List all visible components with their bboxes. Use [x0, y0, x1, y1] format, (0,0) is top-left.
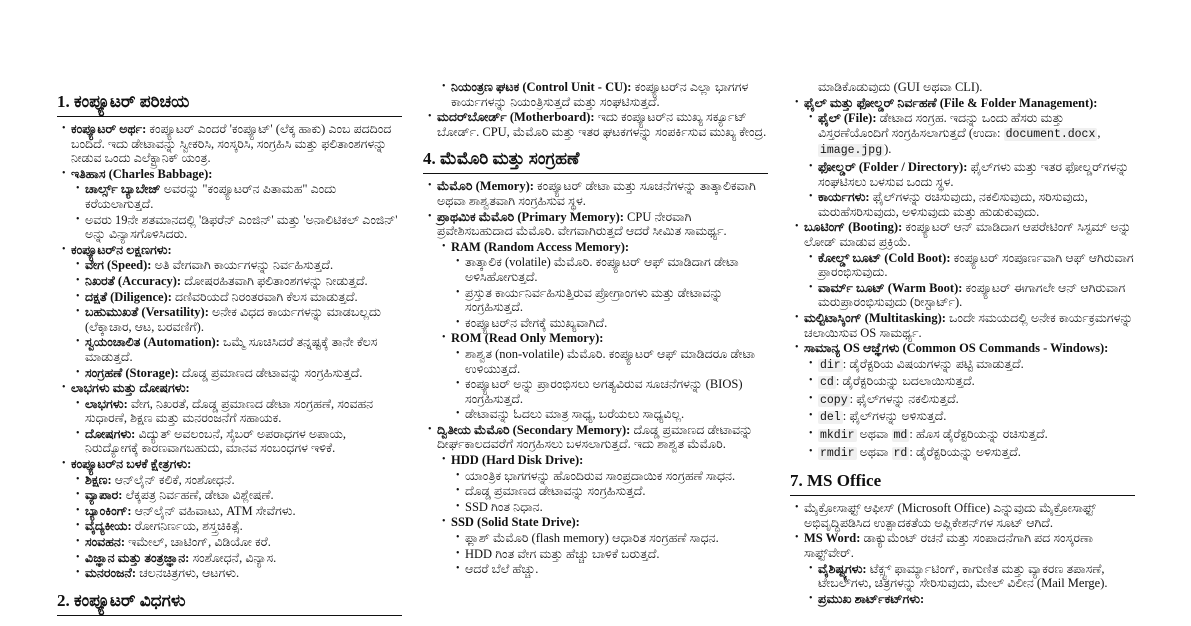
- item-text: ಆನ್‌ಲೈನ್ ವಹಿವಾಟು, ATM ಸೇವೆಗಳು.: [131, 503, 296, 518]
- bullet-icon: •: [62, 123, 66, 134]
- bullet-icon: •: [795, 221, 799, 233]
- item-text: ದೊಡ್ಡ ಪ್ರಮಾಣದ ಡೇಟಾವನ್ನು ಸಂಗ್ರಹಿಸುತ್ತದೆ.: [465, 484, 646, 499]
- bullet-icon: •: [795, 311, 799, 323]
- term-label: ಚಾರ್ಲ್ಸ್ ಬ್ಯಾಬೇಜ್: [85, 182, 161, 197]
- item-text: ಫೈಲ್‌ಗಳು ಮತ್ತು ಇತರ ಫೋಲ್ಡರ್‌ಗಳನ್ನು ಸಂಘಟಿಸಲು ಬಳಸುವ ಒಂದು ಸ್ಥಳ.: [818, 159, 1129, 189]
- list-item: [57, 335, 402, 364]
- term-label: ವ್ಯಾಪಾರ:: [85, 488, 123, 503]
- inline-code: image.jpg: [820, 144, 883, 158]
- term-label: ಮಲ್ಟಿಟಾಸ್ಕಿಂಗ್ (Multitasking):: [804, 310, 946, 325]
- item-text: ಅವರು 19ನೇ ಶತಮಾನದಲ್ಲಿ 'ಡಿಫರೆನ್ ಎಂಜಿನ್' ಮತ್ತು 'ಅನಾಲಿಟಿಕಲ್ ಎಂಜಿನ್' ಅನ್ನು ವಿನ್ಯಾಸಗೊಳಿಸಿದರು.: [85, 212, 398, 242]
- term-label: ವಿಜ್ಞಾನ ಮತ್ತು ತಂತ್ರಜ್ಞಾನ:: [85, 550, 190, 565]
- list-item: [423, 423, 768, 452]
- term-label: ನಿಖರತೆ (Accuracy):: [85, 273, 182, 288]
- list-item: [57, 167, 402, 182]
- list-item: [423, 484, 768, 499]
- item-text: ಲೆಕ್ಕಪತ್ರ ನಿರ್ವಹಣೆ, ಡೇಟಾ ವಿಶ್ಲೇಷಣೆ.: [122, 488, 274, 503]
- bullet-icon: •: [809, 392, 813, 404]
- list-item: [423, 210, 768, 239]
- list-item: [790, 357, 1135, 374]
- list-item: [423, 547, 768, 562]
- bullet-icon: •: [76, 290, 80, 302]
- term-label: ಲಾಭಗಳು ಮತ್ತು ದೋಷಗಳು:: [71, 381, 190, 396]
- item-text: ಸಂಶೋಧನೆ, ವಿನ್ಯಾಸ.: [189, 550, 277, 565]
- item-text: ಕಂಪ್ಯೂಟರ್ ಆನ್ ಮಾಡಿದಾಗ ಆಪರೇಟಿಂಗ್ ಸಿಸ್ಟಮ್ ಅನ್ನು ಲೋಡ್ ಮಾಡುವ ಪ್ರಕ್ರಿಯೆ.: [804, 220, 1132, 249]
- term-label: ಸಂವಹನ:: [85, 535, 125, 550]
- item-text: ದೋಷರಹಿತವಾಗಿ ಫಲಿತಾಂಶಗಳನ್ನು ನೀಡುತ್ತದೆ.: [181, 273, 368, 288]
- inline-code: rmdir: [820, 446, 855, 460]
- bullet-icon: •: [795, 502, 799, 514]
- term-label: ಕಂಪ್ಯೂಟರ್‌ನ ಬಳಕೆ ಕ್ಷೇತ್ರಗಳು:: [71, 457, 192, 472]
- list-item: [57, 457, 402, 472]
- item-text: ಕಂಪ್ಯೂಟರ್ ಸಂಪೂರ್ಣವಾಗಿ ಆಫ್ ಆಗಿರುವಾಗ ಪ್ರಾರಂಭಿಸುವುದು.: [818, 250, 1134, 280]
- list-item: [57, 473, 402, 488]
- list-item: [423, 110, 768, 139]
- term-label: ನಿಯಂತ್ರಣ ಘಟಕ (Control Unit - CU):: [451, 80, 632, 94]
- section-heading: 7. MS Office: [790, 471, 1135, 496]
- term-label: ಫೈಲ್ ಮತ್ತು ಫೋಲ್ಡರ್ ನಿರ್ವಹಣೆ (File & Folder Management):: [804, 95, 1098, 110]
- column-1: [57, 90, 402, 621]
- column-3: [790, 80, 1135, 607]
- list-item: [57, 122, 402, 166]
- bullet-icon: •: [809, 410, 813, 422]
- bullet-icon: •: [456, 469, 460, 481]
- bullet-icon: •: [456, 378, 460, 390]
- bullet-icon: •: [76, 336, 80, 348]
- item-text: ಕಂಪ್ಯೂಟರ್‌ನ ಎಲ್ಲಾ ಭಾಗಗಳ ಕಾರ್ಯಗಳನ್ನು ನಿಯಂತ್ರಿಸುತ್ತದೆ ಮತ್ತು ಸಂಘಟಿಸುತ್ತದೆ.: [451, 80, 749, 109]
- list-item: [423, 331, 768, 346]
- list-item: [57, 366, 402, 381]
- bullet-icon: •: [809, 445, 813, 457]
- bullet-icon: •: [456, 547, 460, 559]
- item-text: ).: [884, 142, 892, 157]
- item-text: ಅನೇಕ ವಿಧದ ಕಾರ್ಯಗಳನ್ನು ಮಾಡಬಲ್ಲದು (ಲೆಕ್ಕಾಚಾರ, ಆಟ, ಬರವಣಿಗೆ).: [85, 305, 381, 334]
- list-item: [790, 445, 1135, 462]
- list-item: [790, 311, 1135, 340]
- inline-code: copy: [820, 393, 848, 407]
- term-label: ವೈಶಿಷ್ಟ್ಯಗಳು:: [818, 561, 867, 576]
- term-label: ಫೋಲ್ಡರ್ (Folder / Directory):: [818, 159, 968, 174]
- section-heading: 4. ಮೆಮೊರಿ ಮತ್ತು ಸಂಗ್ರಹಣೆ: [423, 149, 768, 174]
- list-item: [790, 374, 1135, 391]
- list-item: [790, 501, 1135, 530]
- bullet-icon: •: [809, 428, 813, 440]
- list-item: [790, 160, 1135, 189]
- item-text: ಡೇಟಾದ ಸಂಗ್ರಹ. ಇದನ್ನು ಒಂದು ಹೆಸರು ಮತ್ತು ವಿಸ್ತರಣೆಯೊಂದಿಗೆ ಸಂಗ್ರಹಿಸಲಾಗುತ್ತದೆ (ಉದಾ:: [818, 111, 1064, 140]
- bullet-icon: •: [62, 458, 66, 470]
- bullet-icon: •: [456, 347, 460, 359]
- list-item: [790, 80, 1135, 95]
- list-item: [423, 286, 768, 315]
- list-item: [423, 453, 768, 468]
- bullet-icon: •: [809, 562, 813, 574]
- item-text: ಕಂಪ್ಯೂಟರ್ ಈಗಾಗಲೇ ಆನ್ ಆಗಿರುವಾಗ ಮರುಪ್ರಾರಂಭಿಸುವುದು (ರೀಸ್ಟಾರ್ಟ್).: [818, 280, 1126, 310]
- item-text: ಒಂದೇ ಸಮಯದಲ್ಲಿ ಅನೇಕ ಕಾರ್ಯಕ್ರಮಗಳನ್ನು ಚಲಾಯಿಸುವ OS ಸಾಮರ್ಥ್ಯ.: [804, 310, 1133, 340]
- item-text: ರೋಗನಿರ್ಣಯ, ಶಸ್ತ್ರಚಿಕಿತ್ಸೆ.: [131, 519, 243, 534]
- item-text: ದೊಡ್ಡ ಪ್ರಮಾಣದ ಡೇಟಾವನ್ನು ಸಂಗ್ರಹಿಸುತ್ತದೆ.: [178, 365, 363, 380]
- item-text: ಇದು ಕಂಪ್ಯೂಟರ್‌ನ ಮುಖ್ಯ ಸರ್ಕ್ಯೂಟ್ ಬೋರ್ಡ್. CPU, ಮೆಮೊರಿ ಮತ್ತು ಇತರ ಘಟಕಗಳನ್ನು ಸಂಪರ್ಕಿಸುವ ಮುಖ್ಯ ಕೇಂದ್ರ.: [437, 110, 767, 139]
- list-item: [57, 519, 402, 534]
- term-label: MS Word:: [804, 531, 861, 546]
- list-item: [57, 566, 402, 581]
- term-label: ಕೋಲ್ಡ್ ಬೂಟ್ (Cold Boot):: [818, 250, 951, 265]
- item-text: ಫೈಲ್‌ಗಳನ್ನು ರಚಿಸುವುದು, ನಕಲಿಸುವುದು, ಸರಿಸುವುದು, ಮರುಹೆಸರಿಸುವುದು, ಅಳಿಸುವುದು ಮತ್ತು ಹುಡುಕುವುದು.: [818, 190, 1088, 219]
- bullet-icon: •: [456, 408, 460, 420]
- item-text: ಯಾಂತ್ರಿಕ ಭಾಗಗಳನ್ನು ಹೊಂದಿರುವ ಸಾಂಪ್ರದಾಯಿಕ ಸಂಗ್ರಹಣೆ ಸಾಧನ.: [465, 468, 736, 483]
- list-item: [423, 80, 768, 109]
- bullet-icon: •: [809, 592, 813, 604]
- bullet-icon: •: [76, 427, 80, 439]
- item-text: ಇಮೇಲ್, ಚಾಟಿಂಗ್, ವಿಡಿಯೋ ಕರೆ.: [124, 535, 271, 550]
- term-label: ಕಂಪ್ಯೂಟರ್‌ನ ಲಕ್ಷಣಗಳು:: [71, 242, 172, 257]
- item-text: ಶಾಶ್ವತ (non-volatile) ಮೆಮೊರಿ. ಕಂಪ್ಯೂಟರ್ ಆಫ್ ಮಾಡಿದರೂ ಡೇಟಾ ಉಳಿಯುತ್ತದೆ.: [465, 346, 756, 376]
- inline-code: del: [820, 411, 841, 425]
- list-item: [57, 427, 402, 456]
- list-item: [790, 592, 1135, 607]
- list-item: [57, 397, 402, 426]
- bullet-icon: •: [62, 167, 66, 179]
- list-item: [57, 213, 402, 242]
- term-label: ವೇಗ (Speed):: [85, 258, 152, 273]
- item-text: ಕಂಪ್ಯೂಟರ್ ಅನ್ನು ಪ್ರಾರಂಭಿಸಲು ಅಗತ್ಯವಿರುವ ಸೂಚನೆಗಳನ್ನು (BIOS) ಸಂಗ್ರಹಿಸುತ್ತದೆ.: [465, 377, 743, 406]
- list-item: [790, 341, 1135, 356]
- list-item: [57, 305, 402, 334]
- list-item: [423, 469, 768, 484]
- term-label: ಶಿಕ್ಷಣ:: [85, 472, 112, 487]
- bullet-icon: •: [442, 240, 446, 252]
- bullet-icon: •: [76, 213, 80, 225]
- bullet-icon: •: [76, 504, 80, 516]
- item-text: ದೊಡ್ಡ ಪ್ರಮಾಣದ ಡೇಟಾವನ್ನು ದೀರ್ಘಕಾಲದವರೆಗೆ ಸಂಗ್ರಹಿಸಲು ಬಳಸಲಾಗುತ್ತದೆ. ಇದು ಶಾಶ್ವತ ಮೆಮೊರಿ.: [437, 422, 753, 452]
- term-label: ವಾರ್ಮ್ ಬೂಟ್ (Warm Boot):: [818, 280, 963, 295]
- item-text: ಡೇಟಾವನ್ನು ಓದಲು ಮಾತ್ರ ಸಾಧ್ಯ, ಬರೆಯಲು ಸಾಧ್ಯವಿಲ್ಲ.: [465, 407, 685, 422]
- term-label: ROM (Read Only Memory):: [451, 331, 604, 346]
- list-item: [57, 290, 402, 305]
- bullet-icon: •: [76, 306, 80, 318]
- item-text: ಟೆಕ್ಸ್ಟ್ ಫಾರ್ಮ್ಯಾಟಿಂಗ್, ಕಾಗುಣಿತ ಮತ್ತು ವ್ಯಾಕರಣ ತಪಾಸಣೆ, ಟೇಬಲ್‌ಗಳು, ಚಿತ್ರಗಳನ್ನು ಸೇರಿಸುವುದು, ಮೇಲ್ ವಿಲೀನ (Mail Merge).: [818, 561, 1108, 591]
- bullet-icon: •: [809, 160, 813, 172]
- list-item: [423, 240, 768, 255]
- list-item: [423, 562, 768, 577]
- term-label: ದ್ವಿತೀಯ ಮೆಮೊರಿ (Secondary Memory):: [437, 422, 631, 437]
- list-item: [790, 96, 1135, 111]
- term-label: ಬೂಟಿಂಗ್ (Booting):: [804, 220, 903, 235]
- inline-code: cd: [820, 376, 834, 390]
- bullet-icon: •: [456, 563, 460, 575]
- bullet-icon: •: [442, 81, 446, 92]
- bullet-icon: •: [76, 567, 80, 579]
- list-item: [57, 243, 402, 258]
- section-heading: 2. ಕಂಪ್ಯೂಟರ್ ವಿಧಗಳು: [57, 591, 402, 616]
- item-text: ಅತಿ ವೇಗವಾಗಿ ಕಾರ್ಯಗಳನ್ನು ನಿರ್ವಹಿಸುತ್ತದೆ.: [151, 258, 334, 273]
- item-text: SSD ಗಿಂತ ನಿಧಾನ.: [465, 499, 543, 514]
- item-text: ,: [1097, 125, 1101, 140]
- bullet-icon: •: [442, 332, 446, 344]
- term-label: ಪ್ರಮುಖ ಶಾರ್ಟ್‌ಕಟ್‌ಗಳು:: [818, 591, 925, 606]
- item-text: : ಫೈಲ್‌ಗಳನ್ನು ಅಳಿಸುತ್ತದೆ.: [842, 409, 947, 424]
- bullet-icon: •: [809, 191, 813, 203]
- bullet-icon: •: [62, 243, 66, 255]
- item-text: ಆದರೆ ಬೆಲೆ ಹೆಚ್ಚು.: [465, 562, 539, 577]
- item-text: ಫ್ಲಾಶ್ ಮೆಮೊರಿ (flash memory) ಆಧಾರಿತ ಸಂಗ್ರಹಣೆ ಸಾಧನ.: [465, 531, 719, 546]
- bullet-icon: •: [456, 532, 460, 544]
- term-label: ಸಾಮಾನ್ಯ OS ಆಜ್ಞೆಗಳು (Common OS Commands - Windows):: [804, 341, 1109, 356]
- bullet-icon: •: [809, 357, 813, 369]
- bullet-icon: •: [76, 473, 80, 485]
- item-text: ವಿದ್ಯುತ್ ಅವಲಂಬನೆ, ಸೈಬರ್ ಅಪರಾಧಗಳ ಅಪಾಯ, ನಿರುದ್ಯೋಗಕ್ಕೆ ಕಾರಣವಾಗಬಹುದು, ಮಾನವ ಸಂಬಂಧಗಳ ಇಳಿಕೆ.: [85, 426, 347, 456]
- item-text: ಡಾಕ್ಯುಮೆಂಟ್ ರಚನೆ ಮತ್ತು ಸಂಪಾದನೆಗಾಗಿ ಪದ ಸಂಸ್ಕರಣಾ ಸಾಫ್ಟ್‌ವೇರ್.: [804, 531, 1093, 561]
- list-item: [790, 251, 1135, 280]
- bullet-icon: •: [76, 274, 80, 286]
- inline-code: document.docx: [1005, 127, 1096, 141]
- term-label: ದಕ್ಷತೆ (Diligence):: [85, 289, 172, 304]
- bullet-icon: •: [456, 316, 460, 328]
- list-item: [423, 255, 768, 284]
- bullet-icon: •: [76, 489, 80, 501]
- term-label: ಮದರ್‌ಬೋರ್ಡ್ (Motherboard):: [437, 110, 595, 125]
- item-text: CPU ನೇರವಾಗಿ ಪ್ರವೇಶಿಸಬಹುದಾದ ಮೆಮೊರಿ. ವೇಗವಾಗಿರುತ್ತದೆ ಆದರೆ ಸೀಮಿತ ಸಾಮರ್ಥ್ಯ.: [437, 209, 727, 239]
- list-item: [423, 500, 768, 515]
- list-item: [57, 504, 402, 519]
- inline-code: md: [893, 429, 908, 443]
- item-text: ತಾತ್ಕಾಲಿಕ (volatile) ಮೆಮೊರಿ. ಕಂಪ್ಯೂಟರ್ ಆಫ್ ಮಾಡಿದಾಗ ಡೇಟಾ ಅಳಿಸಿಹೋಗುತ್ತದೆ.: [465, 255, 739, 284]
- item-text: ಅಥವಾ: [856, 444, 892, 459]
- item-text: HDD ಗಿಂತ ವೇಗ ಮತ್ತು ಹೆಚ್ಚು ಬಾಳಿಕೆ ಬರುತ್ತದೆ.: [465, 546, 660, 561]
- bullet-icon: •: [76, 551, 80, 563]
- inline-code: rd: [893, 446, 908, 460]
- list-item: [423, 347, 768, 376]
- bullet-icon: •: [76, 366, 80, 378]
- list-item: [790, 220, 1135, 249]
- list-item: [790, 190, 1135, 219]
- list-item: [790, 392, 1135, 409]
- list-item: [423, 377, 768, 406]
- term-label: ಲಾಭಗಳು:: [85, 396, 128, 411]
- item-text: ಒಮ್ಮೆ ಸೂಚಿಸಿದರೆ ತನ್ನಷ್ಟಕ್ಕೆ ತಾನೇ ಕೆಲಸ ಮಾಡುತ್ತದೆ.: [85, 335, 378, 364]
- list-item: [790, 281, 1135, 310]
- bullet-icon: •: [428, 111, 432, 123]
- list-item: [423, 515, 768, 530]
- item-text: ಮೈಕ್ರೋಸಾಫ್ಟ್ ಆಫೀಸ್ (Microsoft Office) ಎನ್ನುವುದು ಮೈಕ್ರೋಸಾಫ್ಟ್ ಅಭಿವೃದ್ಧಿಪಡಿಸಿದ ಉತ್ಪಾದಕತೆಯ ಅಪ್ಲಿಕೇಶನ್‌ಗಳ ಸೂಟ್ ಆಗಿದೆ.: [804, 501, 1096, 530]
- term-label: ಸ್ವಯಂಚಾಲಿತ (Automation):: [85, 335, 220, 350]
- bullet-icon: •: [809, 281, 813, 293]
- item-text: ಕಂಪ್ಯೂಟರ್ ಎಂದರೆ 'ಕಂಪ್ಯೂಟ್' (ಲೆಕ್ಕ ಹಾಕು) ಎಂಬ ಪದದಿಂದ ಬಂದಿದೆ. ಇದು ಡೇಟಾವನ್ನು ಸ್ವೀಕರಿಸಿ, ಸಂಸ್ಕರಿಸಿ, ಸಂಗ್ರಹಿಸಿ ಮತ್ತು ಫಲಿತಾಂಶಗಳನ್ನು ನೀಡುವ ಒಂದು ಎಲೆಕ್ಟ್ರಾನಿಕ್ ಯಂತ್ರ.: [71, 122, 392, 166]
- inline-code: mkdir: [820, 429, 855, 443]
- bullet-icon: •: [456, 286, 460, 298]
- item-text: ಅಥವಾ: [856, 427, 892, 442]
- column-2: [423, 80, 768, 578]
- item-text: ಚಲನಚಿತ್ರಗಳು, ಆಟಗಳು.: [136, 566, 240, 581]
- list-item: [57, 551, 402, 566]
- bullet-icon: •: [456, 256, 460, 268]
- bullet-icon: •: [809, 251, 813, 263]
- list-item: [790, 427, 1135, 444]
- term-label: ಬಹುಮುಖತೆ (Versatility):: [85, 305, 209, 320]
- term-label: ಸಂಗ್ರಹಣೆ (Storage):: [85, 365, 179, 380]
- list-item: [790, 531, 1135, 560]
- bullet-icon: •: [442, 454, 446, 466]
- bullet-icon: •: [428, 423, 432, 435]
- bullet-icon: •: [809, 112, 813, 124]
- list-item: [790, 111, 1135, 159]
- bullet-icon: •: [76, 259, 80, 271]
- inline-code: dir: [820, 358, 841, 372]
- term-label: ಪ್ರಾಥಮಿಕ ಮೆಮೊರಿ (Primary Memory):: [437, 209, 624, 224]
- item-text: ವೇಗ, ನಿಖರತೆ, ದೊಡ್ಡ ಪ್ರಮಾಣದ ಡೇಟಾ ಸಂಗ್ರಹಣೆ, ಸಂವಹನ ಸುಧಾರಣೆ, ಶಿಕ್ಷಣ ಮತ್ತು ಮನರಂಜನೆಗೆ ಸಹಾಯಕ.: [85, 396, 374, 426]
- item-text: ಆನ್‌ಲೈನ್ ಕಲಿಕೆ, ಸಂಶೋಧನೆ.: [111, 472, 235, 487]
- term-label: RAM (Random Access Memory):: [451, 239, 630, 254]
- item-text: : ಹೊಸ ಡೈರೆಕ್ಟರಿಯನ್ನು ರಚಿಸುತ್ತದೆ.: [909, 427, 1048, 442]
- item-text: ದಣಿವರಿಯದೆ ನಿರಂತರವಾಗಿ ಕೆಲಸ ಮಾಡುತ್ತದೆ.: [171, 289, 358, 304]
- list-item: [423, 407, 768, 422]
- term-label: ಇತಿಹಾಸ (Charles Babbage):: [71, 166, 213, 181]
- bullet-icon: •: [428, 210, 432, 222]
- item-text: ಪ್ರಸ್ತುತ ಕಾರ್ಯನಿರ್ವಹಿಸುತ್ತಿರುವ ಪ್ರೋಗ್ರಾಂಗಳು ಮತ್ತು ಡೇಟಾವನ್ನು ಸಂಗ್ರಹಿಸುತ್ತದೆ.: [465, 285, 723, 315]
- term-label: SSD (Solid State Drive):: [451, 515, 580, 530]
- list-item: [790, 562, 1135, 591]
- item-text: ಕಂಪ್ಯೂಟರ್‌ನ ವೇಗಕ್ಕೆ ಮುಖ್ಯವಾಗಿದೆ.: [465, 315, 608, 330]
- bullet-icon: •: [76, 183, 80, 195]
- item-text: : ಡೈರೆಕ್ಟರಿಯನ್ನು ಅಳಿಸುತ್ತದೆ.: [909, 444, 1021, 459]
- term-label: ಮೆಮೊರಿ (Memory):: [437, 179, 534, 194]
- bullet-icon: •: [76, 536, 80, 548]
- item-text: ಅವರನ್ನು "ಕಂಪ್ಯೂಟರ್‌ನ ಪಿತಾಮಹ" ಎಂದು ಕರೆಯಲಾಗುತ್ತದೆ.: [85, 182, 337, 211]
- bullet-icon: •: [428, 180, 432, 192]
- bullet-icon: •: [442, 516, 446, 528]
- list-item: [423, 531, 768, 546]
- bullet-icon: •: [809, 375, 813, 387]
- bullet-icon: •: [456, 500, 460, 512]
- term-label: ಫೈಲ್ (File):: [818, 111, 877, 126]
- bullet-icon: •: [456, 485, 460, 497]
- bullet-icon: •: [62, 382, 66, 394]
- item-text: ಮಾಡಿಕೊಡುವುದು (GUI ಅಥವಾ CLI).: [818, 80, 983, 94]
- list-item: [57, 535, 402, 550]
- term-label: ವೈದ್ಯಕೀಯ:: [85, 519, 132, 534]
- term-label: ಬ್ಯಾಂಕಿಂಗ್:: [85, 503, 132, 518]
- list-item: [423, 316, 768, 331]
- term-label: ಕಾರ್ಯಗಳು:: [818, 190, 870, 205]
- term-label: ಮನರಂಜನೆ:: [85, 566, 137, 581]
- bullet-icon: •: [795, 342, 799, 354]
- item-text: ಕಂಪ್ಯೂಟರ್ ಡೇಟಾ ಮತ್ತು ಸೂಚನೆಗಳನ್ನು ತಾತ್ಕಾಲಿಕವಾಗಿ ಅಥವಾ ಶಾಶ್ವತವಾಗಿ ಸಂಗ್ರಹಿಸುವ ಸ್ಥಳ.: [437, 179, 756, 208]
- list-item: [57, 381, 402, 396]
- item-text: : ಡೈರೆಕ್ಟರಿಯ ವಿಷಯಗಳನ್ನು ಪಟ್ಟಿ ಮಾಡುತ್ತದೆ.: [842, 356, 1024, 371]
- list-item: [57, 488, 402, 503]
- item-text: : ಡೈರೆಕ್ಟರಿಯನ್ನು ಬದಲಾಯಿಸುತ್ತದೆ.: [835, 374, 975, 389]
- list-item: [57, 274, 402, 289]
- bullet-icon: •: [795, 532, 799, 544]
- list-item: [423, 179, 768, 208]
- term-label: HDD (Hard Disk Drive):: [451, 453, 584, 468]
- section-heading: 1. ಕಂಪ್ಯೂಟರ್ ಪರಿಚಯ: [57, 92, 402, 117]
- term-label: ದೋಷಗಳು:: [85, 426, 136, 441]
- list-item: [790, 409, 1135, 426]
- list-item: [57, 182, 402, 211]
- bullet-icon: •: [76, 397, 80, 409]
- term-label: ಕಂಪ್ಯೂಟರ್ ಅರ್ಥ:: [71, 122, 147, 136]
- list-item: [57, 258, 402, 273]
- item-text: : ಫೈಲ್‌ಗಳನ್ನು ನಕಲಿಸುತ್ತದೆ.: [849, 391, 959, 406]
- bullet-icon: •: [76, 520, 80, 532]
- bullet-icon: •: [795, 96, 799, 108]
